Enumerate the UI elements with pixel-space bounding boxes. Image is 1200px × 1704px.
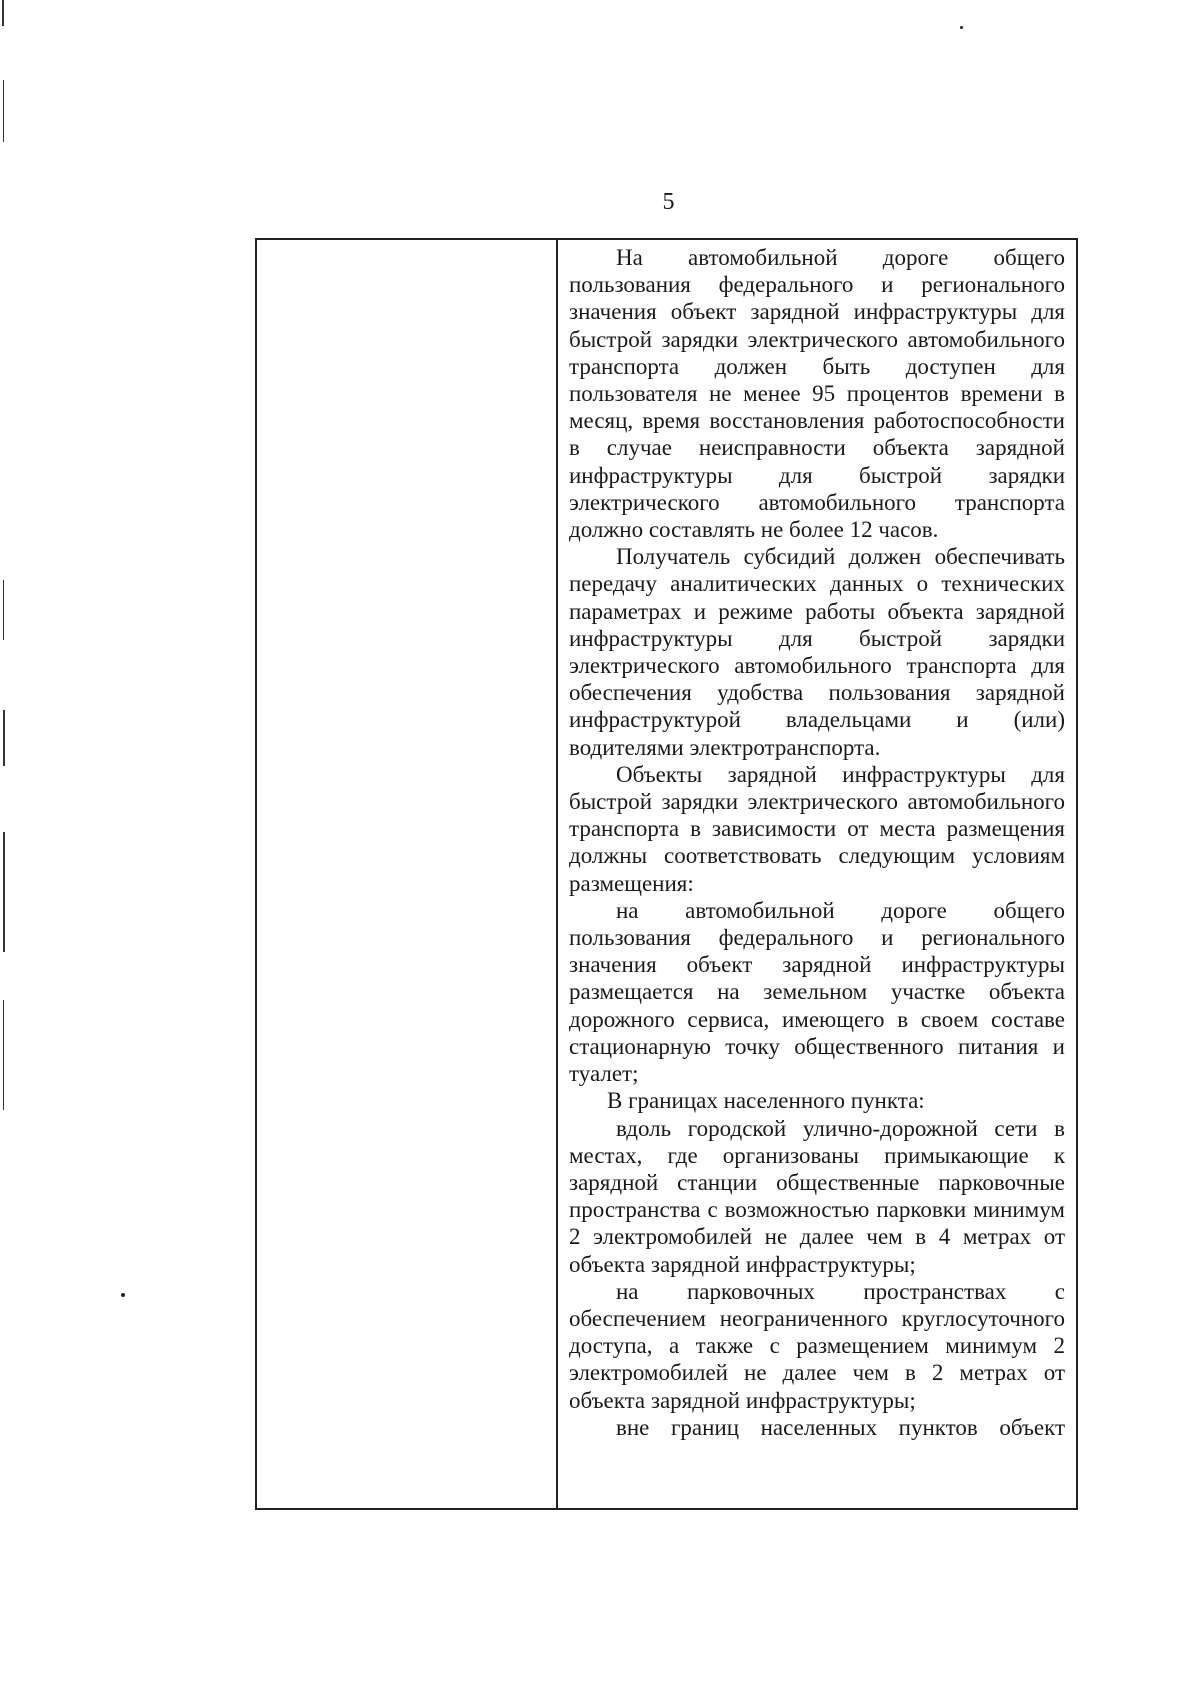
scan-edge-mark (3, 832, 5, 952)
paragraph-availability: На автомобильной дороге общего пользования федерального и регионального значения объект зарядной инфраструктуры для быстрой зарядки электрического автомобильного транспорта должен быть доступен для пользователя не менее 95 процентов времени в месяц, время восстановления работоспособности в случае неисправности объекта зарядной инфраструктуры для быстрой зарядки электрического автомобильного транспорта должно составлять не более 12 часов. (569, 245, 1065, 543)
scan-edge-mark (3, 710, 5, 766)
table-left-cell (257, 240, 558, 1508)
paragraph-data-transfer: Получатель субсидий должен обеспечивать передачу аналитических данных о технических параметрах и режиме работы объекта зарядной инфраструктуры для быстрой зарядки электрического автомобильного транспорта для обеспечения удобства пользования зарядной инфраструктурой владельцами и (или) водителями электротранспорта. (569, 544, 1065, 760)
paragraph-parking-spaces: на парковочных пространствах с обеспечением неограниченного круглосуточного доступа, а также с размещением минимум 2 электромобилей не далее чем в 2 метрах от объекта зарядной инфраструктуры; (569, 1278, 1065, 1413)
scan-edge-mark (3, 1000, 4, 1110)
scan-edge-mark (3, 580, 4, 640)
paragraph-placement-conditions: Объекты зарядной инфраструктуры для быстрой зарядки электрического автомобильного транспорта в зависимости от места размещения должны соответствовать следующим условиям размещения: (569, 761, 1065, 896)
scan-edge-mark (2, 0, 4, 26)
page-number: 5 (662, 189, 675, 215)
scan-dot (121, 1293, 125, 1297)
paragraph-settlement-heading: В границах населенного пункта: (607, 1088, 925, 1114)
table-right-cell (558, 240, 1076, 1508)
paragraph-outside-settlements: вне границ населенных пунктов объект (616, 1414, 1065, 1440)
paragraph-street-network: вдоль городской улично-дорожной сети в местах, где организованы примыкающие к зарядной станции общественные парковочные пространства с возможностью парковки минимум 2 электромобилей не далее чем в 4 метрах от объекта зарядной инфраструктуры; (569, 1115, 1065, 1277)
scan-edge-mark (3, 80, 4, 142)
content-table (255, 238, 1078, 1510)
paragraph-highway-placement: на автомобильной дороге общего пользования федерального и регионального значения объект зарядной инфраструктуры размещается на земельном участке объекта дорожного сервиса, имеющего в своем составе стационарную точку общественного питания и туалет; (569, 897, 1065, 1087)
scan-dot (960, 26, 963, 29)
